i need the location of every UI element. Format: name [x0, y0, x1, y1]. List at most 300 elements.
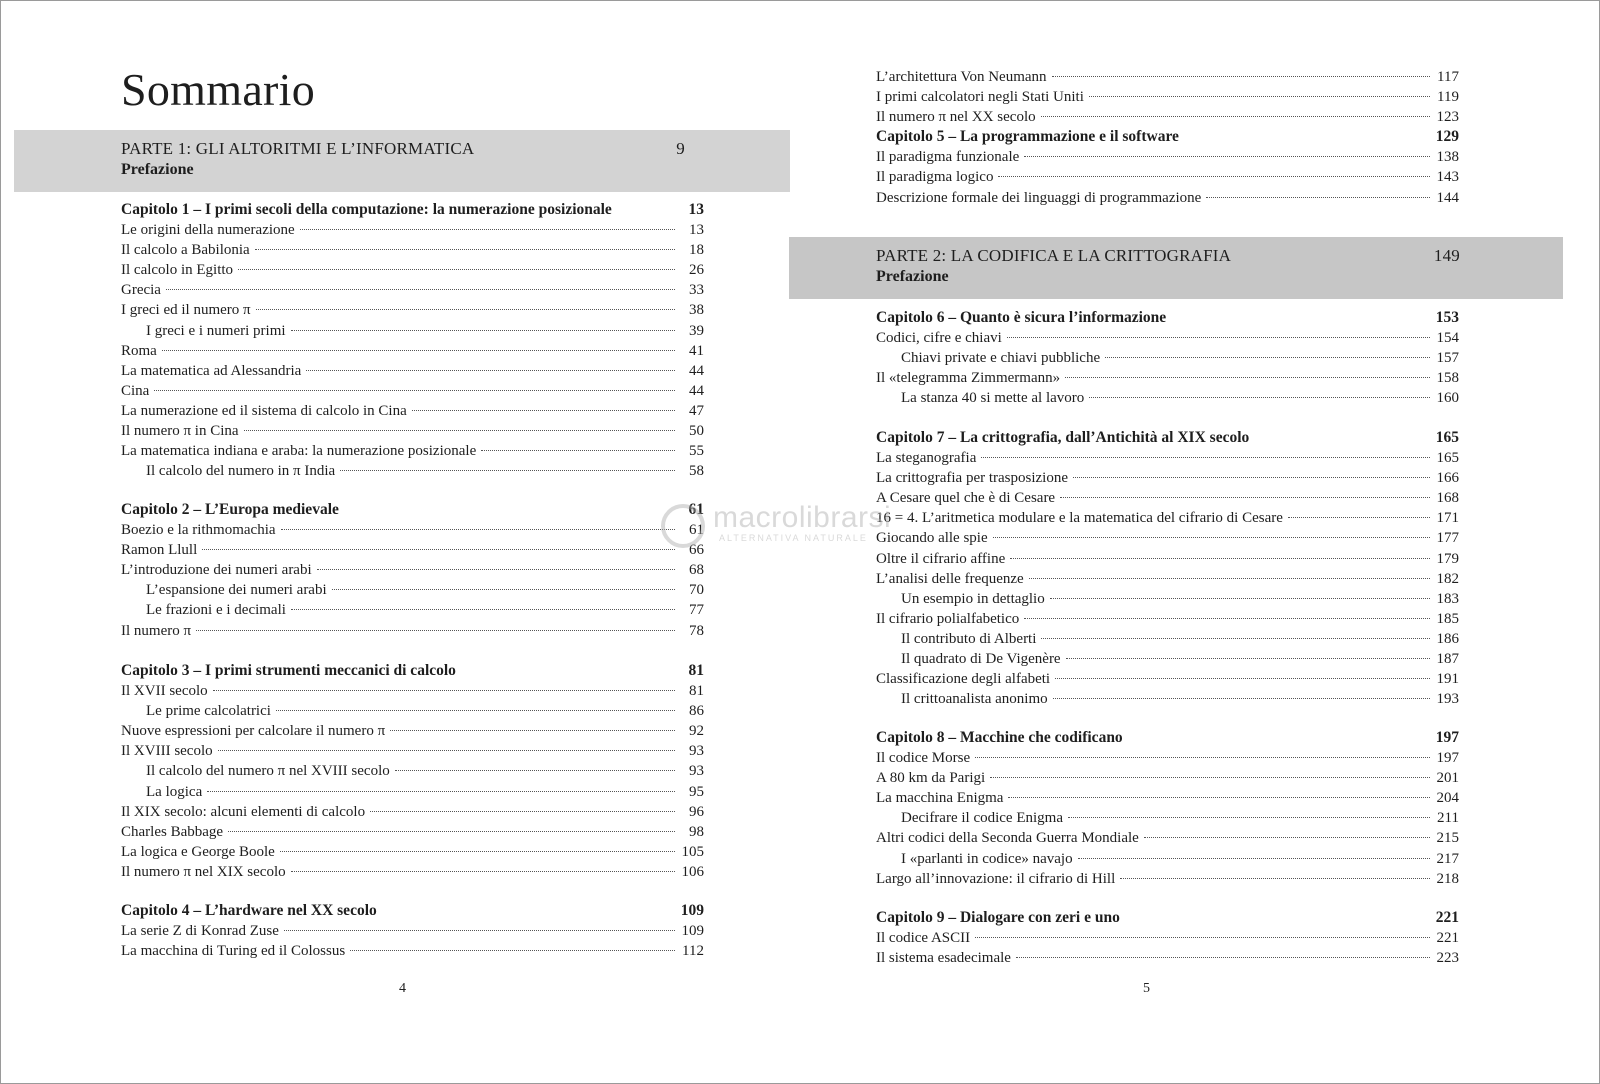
toc-chapter-heading	[121, 661, 704, 681]
toc-entry-title: Giocando alle spie	[876, 530, 988, 547]
toc-chapter-heading	[121, 200, 704, 220]
page-number: 5	[1143, 981, 1150, 996]
toc-chapter-4	[121, 901, 704, 961]
dot-leader	[291, 871, 675, 872]
toc-entry-page: 61	[689, 522, 704, 539]
toc-chapter-7	[876, 428, 1459, 709]
toc-chapter-4-cont	[876, 67, 1459, 208]
toc-entry-page: 92	[689, 723, 704, 740]
dot-leader	[300, 229, 675, 230]
toc-entry-title: Cina	[121, 382, 150, 399]
toc-entry-page: 95	[689, 783, 704, 800]
dot-leader	[370, 811, 675, 812]
toc-entry-page: 44	[689, 362, 704, 379]
toc-entry-page: 93	[689, 743, 704, 760]
toc-entry	[121, 461, 704, 481]
toc-entry-title: Boezio e la rithmomachia	[121, 522, 276, 539]
toc-entry-page: 186	[1436, 630, 1459, 647]
toc-entry-page: 26	[689, 262, 704, 279]
toc-entry	[121, 441, 704, 461]
toc-entry	[121, 280, 704, 300]
toc-chapter-heading	[876, 428, 1459, 448]
toc-entry-page: 93	[689, 763, 704, 780]
dot-leader	[1024, 618, 1430, 619]
toc-entry-title: Chiavi private e chiavi pubbliche	[901, 350, 1101, 367]
toc-entry-page: 50	[689, 423, 704, 440]
toc-entry-title: I greci e i numeri primi	[146, 322, 286, 339]
toc-entry	[121, 842, 704, 862]
toc-entry-title: La stanza 40 si mette al lavoro	[901, 390, 1085, 407]
toc-entry-title: Classificazione degli alfabeti	[876, 671, 1051, 688]
dot-leader	[1055, 678, 1430, 679]
right-page	[801, 1, 1599, 1083]
toc-entry-page: 165	[1435, 429, 1459, 446]
toc-entry	[121, 822, 704, 842]
toc-entry-page: 123	[1436, 109, 1459, 126]
dot-leader	[280, 851, 675, 852]
toc-entry	[876, 869, 1459, 889]
toc-entry	[876, 629, 1459, 649]
dot-leader	[382, 910, 675, 911]
toc-entry-page: 166	[1436, 470, 1459, 487]
dot-leader	[1089, 96, 1430, 97]
toc-entry-page: 105	[681, 843, 704, 860]
dot-leader	[975, 937, 1430, 938]
dot-leader	[350, 950, 675, 951]
toc-entry-title: Capitolo 2 – L’Europa medievale	[121, 501, 339, 518]
toc-entry-title: Il «telegramma Zimmermann»	[876, 370, 1061, 387]
toc-entry-page: 77	[689, 602, 704, 619]
toc-entry	[876, 849, 1459, 869]
toc-entry-title: Ramon Llull	[121, 542, 198, 559]
dot-leader	[1171, 317, 1430, 318]
toc-entry-page: 86	[689, 703, 704, 720]
toc-entry	[121, 862, 704, 882]
toc-entry-page: 39	[689, 322, 704, 339]
toc-entry	[121, 260, 704, 280]
toc-entry	[876, 107, 1459, 127]
dot-leader	[1144, 837, 1430, 838]
dot-leader	[196, 630, 675, 631]
toc-entry-title: Codici, cifre e chiavi	[876, 330, 1002, 347]
toc-entry-page: 66	[689, 542, 704, 559]
toc-chapter-heading	[876, 127, 1459, 147]
toc-entry-page: 70	[689, 582, 704, 599]
toc-entry	[121, 681, 704, 701]
toc-entry	[876, 649, 1459, 669]
part-1-label: PARTE 1: GLI ALTORITMI E L’INFORMATICA	[121, 139, 475, 158]
toc-entry-title: Capitolo 4 – L’hardware nel XX secolo	[121, 902, 377, 919]
toc-entry	[876, 87, 1459, 107]
toc-entry-title: Il calcolo a Babilonia	[121, 242, 250, 259]
toc-entry-title: La macchina di Turing ed il Colossus	[121, 943, 346, 960]
toc-entry	[876, 948, 1459, 968]
toc-entry-page: 215	[1436, 830, 1459, 847]
toc-entry-page: 33	[689, 282, 704, 299]
dot-leader	[344, 509, 675, 510]
toc-entry-page: 119	[1437, 89, 1459, 106]
toc-entry-title: La logica e George Boole	[121, 843, 275, 860]
toc-entry-title: Il XVII secolo	[121, 683, 208, 700]
dot-leader	[1125, 917, 1430, 918]
toc-chapter-heading	[876, 308, 1459, 328]
dot-leader	[154, 390, 675, 391]
toc-entry-page: 112	[682, 943, 704, 960]
dot-leader	[390, 730, 675, 731]
toc-entry-page: 154	[1436, 330, 1459, 347]
dot-leader	[1089, 397, 1430, 398]
toc-entry	[121, 401, 704, 421]
dot-leader	[461, 670, 675, 671]
toc-entry-page: 18	[689, 242, 704, 259]
toc-entry-title: Il calcolo in Egitto	[121, 262, 234, 279]
toc-entry-page: 211	[1437, 810, 1459, 827]
toc-entry	[876, 348, 1459, 368]
toc-entry-title: Descrizione formale dei linguaggi di programmazione	[876, 189, 1202, 206]
dot-leader	[1105, 357, 1430, 358]
toc-entry-title: La crittografia per trasposizione	[876, 470, 1068, 487]
toc-entry	[121, 321, 704, 341]
toc-entry	[121, 761, 704, 781]
toc-entry-title: I greci ed il numero π	[121, 302, 251, 319]
toc-entry	[876, 448, 1459, 468]
toc-entry-page: 197	[1435, 729, 1459, 746]
toc-entry-title: Le frazioni e i decimali	[146, 602, 286, 619]
dot-leader	[332, 589, 675, 590]
part-1-page: 9	[676, 139, 685, 158]
watermark-brand: macrolibrarsi	[713, 501, 892, 534]
dot-leader	[1050, 598, 1430, 599]
toc-entry-title: Il cifrario polialfabetico	[876, 610, 1020, 627]
toc-entry	[876, 928, 1459, 948]
dot-leader	[291, 609, 675, 610]
toc-entry-page: 153	[1435, 309, 1459, 326]
dot-leader	[1041, 116, 1430, 117]
toc-entry-page: 96	[689, 803, 704, 820]
toc-entry-page: 197	[1436, 750, 1459, 767]
toc-entry	[876, 188, 1459, 208]
dot-leader	[1008, 797, 1430, 798]
toc-entry	[876, 549, 1459, 569]
dot-leader	[1029, 578, 1430, 579]
toc-entry-page: 177	[1436, 530, 1459, 547]
toc-entry-title: I «parlanti in codice» navajo	[901, 850, 1073, 867]
dot-leader	[218, 750, 675, 751]
toc-entry-title: Il calcolo del numero in π India	[146, 463, 336, 480]
dot-leader	[284, 930, 675, 931]
toc-entry-page: 109	[681, 923, 704, 940]
toc-entry	[876, 528, 1459, 548]
dot-leader	[1120, 878, 1430, 879]
toc-entry-title: Largo all’innovazione: il cifrario di Hill	[876, 870, 1116, 887]
dot-leader	[617, 209, 675, 210]
toc-chapter-heading	[876, 728, 1459, 748]
toc-entry-title: A 80 km da Parigi	[876, 770, 986, 787]
toc-entry-page: 217	[1436, 850, 1459, 867]
toc-entry	[876, 589, 1459, 609]
dot-leader	[207, 791, 675, 792]
part-1-heading-row	[121, 139, 685, 159]
toc-entry-title: Capitolo 5 – La programmazione e il software	[876, 128, 1179, 146]
dot-leader	[412, 410, 675, 411]
toc-entry-page: 182	[1436, 570, 1459, 587]
dot-leader	[255, 249, 675, 250]
toc-entry	[876, 788, 1459, 808]
dot-leader	[1053, 698, 1430, 699]
page-number: 4	[399, 981, 406, 996]
part-2-heading-row	[876, 246, 1460, 266]
toc-entry-title: Le prime calcolatrici	[146, 703, 271, 720]
toc-entry-title: La numerazione ed il sistema di calcolo in Cina	[121, 402, 407, 419]
toc-entry-page: 165	[1436, 450, 1459, 467]
toc-entry-page: 171	[1436, 510, 1459, 527]
dot-leader	[1065, 377, 1430, 378]
toc-entry-page: 68	[689, 562, 704, 579]
toc-entry-title: Il numero π nel XX secolo	[876, 109, 1036, 126]
toc-entry-title: La steganografia	[876, 450, 977, 467]
toc-entry-title: Il paradigma logico	[876, 169, 994, 186]
dot-leader	[1010, 558, 1430, 559]
part-1-header	[14, 130, 790, 192]
dot-leader	[256, 309, 675, 310]
toc-entry-page: 106	[681, 863, 704, 880]
toc-entry-page: 55	[689, 443, 704, 460]
toc-entry	[121, 701, 704, 721]
toc-entry-page: 117	[1437, 69, 1459, 85]
toc-entry-title: Il numero π nel XIX secolo	[121, 863, 286, 880]
toc-entry-page: 179	[1436, 550, 1459, 567]
dot-leader	[1068, 817, 1430, 818]
toc-entry	[121, 240, 704, 260]
toc-entry-title: Capitolo 6 – Quanto è sicura l’informazione	[876, 309, 1167, 326]
toc-entry-page: 129	[1435, 128, 1459, 146]
toc-entry	[121, 782, 704, 802]
dot-leader	[340, 470, 675, 471]
dot-leader	[213, 690, 675, 691]
toc-entry-page: 191	[1436, 671, 1459, 688]
toc-entry	[876, 147, 1459, 167]
dot-leader	[395, 770, 675, 771]
dot-leader	[291, 330, 675, 331]
toc-entry	[121, 600, 704, 620]
dot-leader	[202, 549, 675, 550]
dot-leader	[1206, 197, 1430, 198]
dot-leader	[1066, 658, 1430, 659]
dot-leader	[981, 457, 1430, 458]
toc-entry-page: 157	[1436, 350, 1459, 367]
toc-chapter-2	[121, 500, 704, 641]
toc-entry-title: Il codice ASCII	[876, 930, 971, 947]
toc-entry	[876, 609, 1459, 629]
dot-leader	[281, 529, 675, 530]
toc-entry-title: Charles Babbage	[121, 823, 224, 840]
toc-entry-title: Oltre il cifrario affine	[876, 550, 1006, 567]
toc-entry-page: 81	[689, 683, 704, 700]
dot-leader	[238, 269, 675, 270]
toc-entry-page: 221	[1435, 909, 1459, 926]
toc-chapter-heading	[121, 500, 704, 520]
toc-entry	[876, 569, 1459, 589]
toc-entry-title: A Cesare quel che è di Cesare	[876, 490, 1056, 507]
toc-entry	[876, 67, 1459, 87]
toc-entry	[121, 802, 704, 822]
toc-entry	[876, 669, 1459, 689]
toc-entry	[121, 921, 704, 941]
toc-entry	[121, 220, 704, 240]
dot-leader	[1024, 156, 1430, 157]
toc-entry	[876, 508, 1459, 528]
dot-leader	[162, 350, 675, 351]
dot-leader	[990, 777, 1430, 778]
toc-entry-title: Il codice Morse	[876, 750, 971, 767]
toc-entry-page: 221	[1436, 930, 1459, 947]
toc-entry-page: 38	[689, 302, 704, 319]
toc-entry-page: 193	[1436, 691, 1459, 708]
toc-entry-title: Altri codici della Seconda Guerra Mondiale	[876, 830, 1139, 847]
toc-entry	[876, 167, 1459, 187]
dot-leader	[1288, 517, 1430, 518]
toc-entry-title: I primi calcolatori negli Stati Uniti	[876, 89, 1084, 106]
toc-entry-page: 98	[689, 823, 704, 840]
toc-entry	[876, 808, 1459, 828]
toc-entry-page: 218	[1436, 870, 1459, 887]
watermark-tagline: ALTERNATIVA NATURALE	[719, 533, 868, 543]
toc-entry-page: 160	[1436, 390, 1459, 407]
toc-entry-title: La logica	[146, 783, 203, 800]
toc-entry-title: Capitolo 1 – I primi secoli della computazione: la numerazione posizionale	[121, 201, 612, 218]
toc-entry	[121, 341, 704, 361]
toc-entry-title: Il calcolo del numero π nel XVIII secolo	[146, 763, 390, 780]
toc-chapter-heading	[876, 908, 1459, 928]
toc-entry-title: Capitolo 8 – Macchine che codificano	[876, 729, 1123, 746]
toc-entry	[876, 468, 1459, 488]
toc-entry-title: L’analisi delle frequenze	[876, 570, 1024, 587]
toc-entry-page: 41	[689, 342, 704, 359]
toc-entry	[876, 768, 1459, 788]
dot-leader	[1052, 76, 1430, 77]
toc-entry-title: Il crittoanalista anonimo	[901, 691, 1048, 708]
toc-entry-title: Il contributo di Alberti	[901, 630, 1037, 647]
toc-entry	[876, 488, 1459, 508]
toc-entry	[121, 361, 704, 381]
toc-entry-title: Il XIX secolo: alcuni elementi di calcolo	[121, 803, 366, 820]
toc-entry	[121, 520, 704, 540]
toc-entry-page: 187	[1436, 651, 1459, 668]
toc-entry-title: Il numero π in Cina	[121, 423, 239, 440]
toc-entry-page: 144	[1436, 189, 1459, 206]
toc-entry	[121, 421, 704, 441]
toc-entry-page: 81	[688, 662, 704, 679]
toc-entry-title: 16 = 4. L’aritmetica modulare e la matematica del cifrario di Cesare	[876, 510, 1283, 527]
toc-entry-title: Il numero π	[121, 622, 192, 639]
page-title: Sommario	[121, 64, 316, 115]
toc-entry-page: 47	[689, 402, 704, 419]
toc-entry-page: 13	[688, 201, 704, 218]
toc-chapter-6	[876, 308, 1459, 408]
dot-leader	[1041, 638, 1430, 639]
toc-entry	[121, 621, 704, 641]
toc-entry	[121, 300, 704, 320]
toc-entry-title: Capitolo 3 – I primi strumenti meccanici di calcolo	[121, 662, 456, 679]
toc-entry-title: L’espansione dei numeri arabi	[146, 582, 327, 599]
dot-leader	[306, 370, 675, 371]
toc-entry-page: 78	[689, 622, 704, 639]
part-2-preface: Prefazione	[876, 268, 949, 285]
toc-chapter-1	[121, 200, 704, 481]
toc-entry-page: 168	[1436, 490, 1459, 507]
toc-entry	[876, 748, 1459, 768]
dot-leader	[1007, 337, 1430, 338]
toc-entry-page: 201	[1436, 770, 1459, 787]
dot-leader	[1128, 737, 1430, 738]
dot-leader	[1254, 437, 1430, 438]
dot-leader	[244, 430, 675, 431]
toc-entry	[121, 580, 704, 600]
toc-entry-title: Roma	[121, 342, 157, 359]
toc-chapter-8	[876, 728, 1459, 889]
toc-entry	[121, 941, 704, 961]
toc-entry	[876, 828, 1459, 848]
toc-entry	[121, 540, 704, 560]
toc-entry-title: Decifrare il codice Enigma	[901, 810, 1063, 827]
toc-entry-page: 44	[689, 382, 704, 399]
part-1-preface: Prefazione	[121, 161, 194, 178]
dot-leader	[228, 831, 675, 832]
toc-entry	[121, 381, 704, 401]
part-2-label: PARTE 2: LA CODIFICA E LA CRITTOGRAFIA	[876, 246, 1232, 265]
toc-entry-page: 183	[1436, 590, 1459, 607]
toc-entry	[121, 741, 704, 761]
dot-leader	[1078, 858, 1430, 859]
toc-entry	[876, 689, 1459, 709]
toc-entry	[876, 388, 1459, 408]
toc-entry	[876, 328, 1459, 348]
toc-chapter-3	[121, 661, 704, 882]
toc-entry-page: 13	[689, 222, 704, 239]
toc-entry	[121, 560, 704, 580]
toc-entry-page: 223	[1436, 950, 1459, 967]
dot-leader	[1073, 477, 1430, 478]
part-2-page: 149	[1433, 246, 1460, 265]
dot-leader	[993, 537, 1430, 538]
toc-entry-title: Il XVIII secolo	[121, 743, 213, 760]
toc-entry-page: 109	[680, 902, 704, 919]
part-2-header	[789, 237, 1563, 299]
toc-entry-title: Il paradigma funzionale	[876, 149, 1020, 166]
toc-entry-page: 58	[689, 463, 704, 480]
dot-leader	[166, 289, 675, 290]
toc-entry-page: 143	[1436, 169, 1459, 186]
dot-leader	[481, 450, 675, 451]
toc-entry-title: Un esempio in dettaglio	[901, 590, 1045, 607]
toc-entry-page: 138	[1436, 149, 1459, 166]
toc-chapter-9	[876, 908, 1459, 968]
toc-entry-title: L’architettura Von Neumann	[876, 69, 1047, 85]
toc-entry-title: Grecia	[121, 282, 161, 299]
toc-entry	[876, 368, 1459, 388]
toc-entry-title: La serie Z di Konrad Zuse	[121, 923, 279, 940]
toc-entry-title: Il sistema esadecimale	[876, 950, 1011, 967]
dot-leader	[1016, 957, 1430, 958]
toc-entry-page: 204	[1436, 790, 1459, 807]
toc-entry-page: 158	[1436, 370, 1459, 387]
dot-leader	[1184, 136, 1430, 137]
toc-entry-title: La matematica indiana e araba: la numerazione posizionale	[121, 443, 477, 460]
toc-entry-title: Nuove espressioni per calcolare il numero π	[121, 723, 386, 740]
left-page	[1, 1, 801, 1083]
dot-leader	[1060, 497, 1430, 498]
toc-entry-title: La macchina Enigma	[876, 790, 1004, 807]
